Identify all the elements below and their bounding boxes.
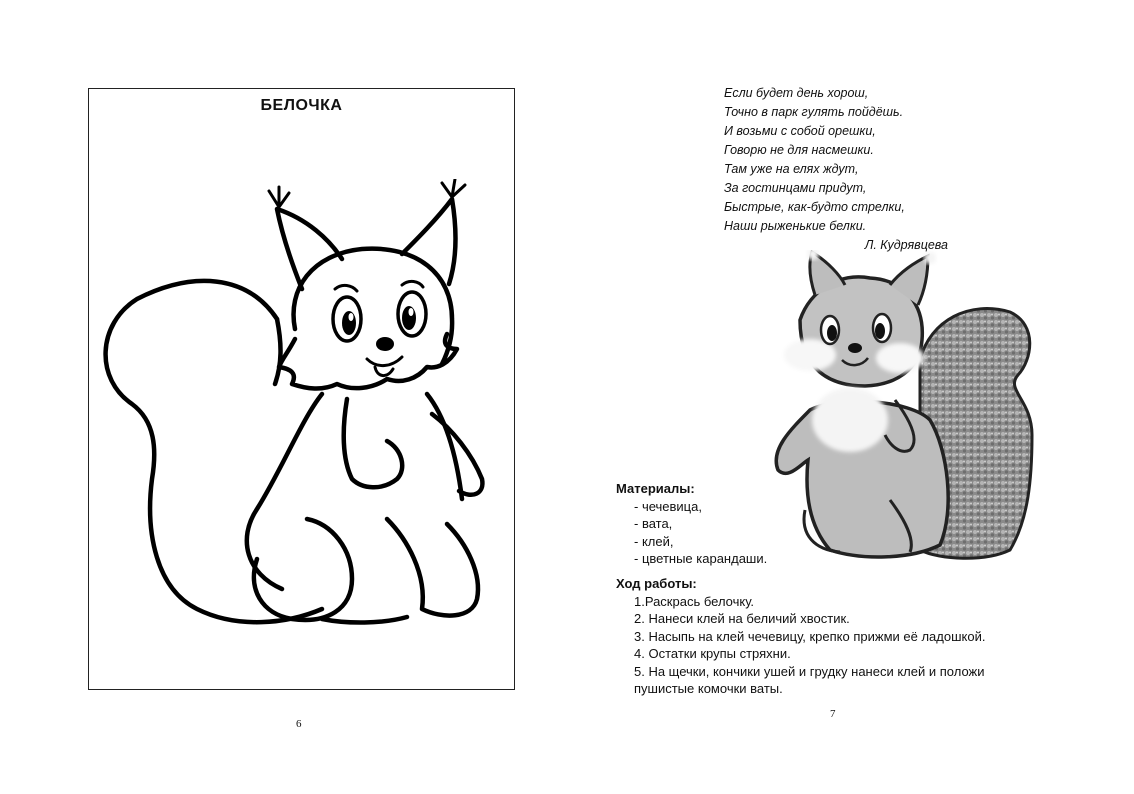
list-item: - вата, <box>634 516 673 531</box>
list-item: 4. Остатки крупы стряхни. <box>634 646 791 661</box>
poem-line: Быстрые, как-будто стрелки, <box>724 200 905 214</box>
poem-line: И возьми с собой орешки, <box>724 124 876 138</box>
list-item: 3. Насыпь на клей чечевицу, крепко прижми её ладошкой. <box>634 628 986 644</box>
poem-line: Там уже на елях ждут, <box>724 162 859 176</box>
materials-section <box>616 480 791 568</box>
materials-title: Материалы: <box>616 481 695 496</box>
steps-title: Ход работы: <box>616 576 697 591</box>
list-item: - цветные карандаши. <box>634 551 768 566</box>
squirrel-outline-illustration <box>97 179 497 679</box>
list-item: 2. Нанеси клей на беличий хвостик. <box>634 611 850 626</box>
poem <box>724 84 964 255</box>
list-item: - чечевица, <box>634 498 702 514</box>
poem-line: Говорю не для насмешки. <box>724 143 874 157</box>
list-item: - клей, <box>634 533 674 549</box>
page-number-left: 6 <box>296 718 302 730</box>
list-item: 5. На щечки, кончики ушей и грудку нанеси клей и положи <box>634 663 985 679</box>
list-item: пушистые комочки ваты. <box>634 681 783 696</box>
list-item: 1.Раскрась белочку. <box>634 593 755 609</box>
squirrel-craft-photo <box>770 250 1040 570</box>
coloring-frame <box>88 88 515 690</box>
poem-author: Л. Кудрявцева <box>864 238 948 252</box>
steps-section <box>616 575 1086 698</box>
materials-list <box>616 498 791 568</box>
page-title: БЕЛОЧКА <box>260 97 343 114</box>
steps-list <box>616 593 1086 698</box>
poem-line: Точно в парк гулять пойдёшь. <box>724 105 904 119</box>
page-number-right: 7 <box>830 708 836 720</box>
poem-line: Если будет день хорош, <box>724 86 869 100</box>
poem-line: Наши рыженькие белки. <box>724 219 867 233</box>
poem-line: За гостинцами придут, <box>724 181 867 195</box>
